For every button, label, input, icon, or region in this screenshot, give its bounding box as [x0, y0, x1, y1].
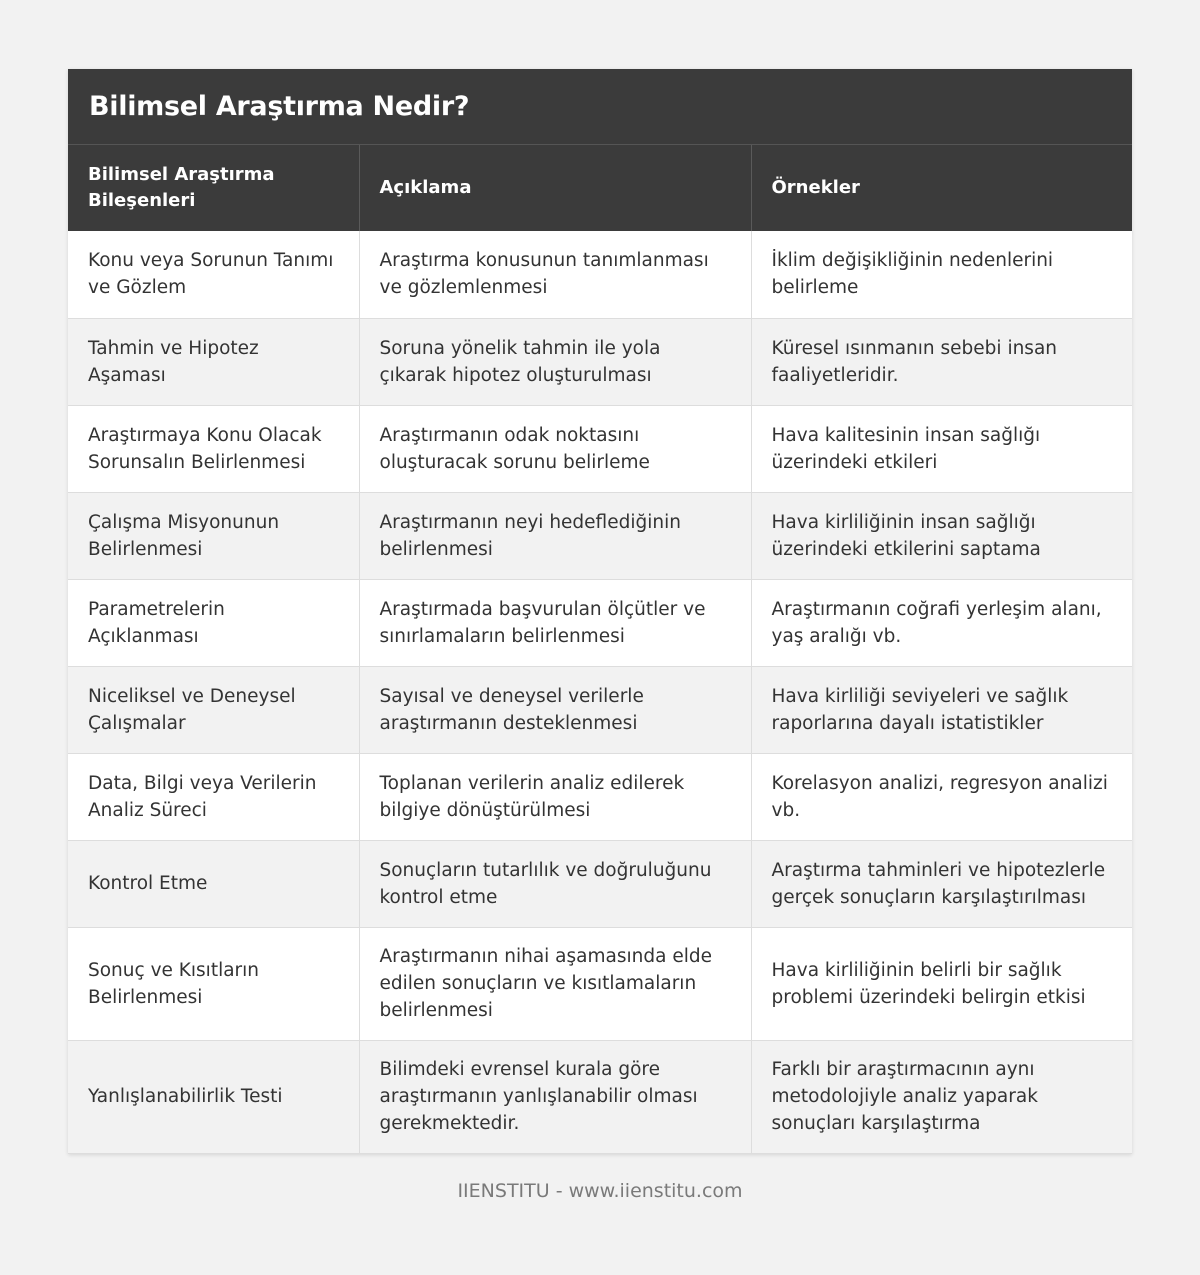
component-cell: Parametrelerin Açıklanması — [68, 579, 359, 666]
example-cell: Araştırmanın coğrafi yerleşim alanı, yaş aralığı vb. — [751, 579, 1132, 666]
component-cell: Araştırmaya Konu Olacak Sorunsalın Belirlenmesi — [68, 405, 359, 492]
example-cell: Araştırma tahminleri ve hipotezlerle gerçek sonuçların karşılaştırılması — [751, 840, 1132, 927]
column-header-examples: Örnekler — [751, 145, 1132, 231]
component-cell: Çalışma Misyonunun Belirlenmesi — [68, 492, 359, 579]
table-card — [68, 69, 1132, 1154]
table-row — [68, 1040, 1132, 1153]
example-cell: Korelasyon analizi, regresyon analizi vb. — [751, 753, 1132, 840]
component-cell: Sonuç ve Kısıtların Belirlenmesi — [68, 927, 359, 1040]
description-cell: Araştırmanın nihai aşamasında elde edilen sonuçların ve kısıtlamaların belirlenmesi — [359, 927, 751, 1040]
description-cell: Sayısal ve deneysel verilerle araştırmanın desteklenmesi — [359, 666, 751, 753]
component-cell: Yanlışlanabilirlik Testi — [68, 1040, 359, 1153]
table-title: Bilimsel Araştırma Nedir? — [89, 91, 470, 122]
description-cell: Bilimdeki evrensel kurala göre araştırmanın yanlışlanabilir olması gerekmektedir. — [359, 1040, 751, 1153]
example-cell: Farklı bir araştırmacının aynı metodolojiyle analiz yaparak sonuçları karşılaştırma — [751, 1040, 1132, 1153]
example-cell: Hava kalitesinin insan sağlığı üzerindeki etkileri — [751, 405, 1132, 492]
example-cell: Hava kirliliğinin belirli bir sağlık problemi üzerindeki belirgin etkisi — [751, 927, 1132, 1040]
header-row — [68, 145, 1132, 231]
example-cell: Küresel ısınmanın sebebi insan faaliyetleridir. — [751, 318, 1132, 405]
table-row — [68, 579, 1132, 666]
table-row — [68, 927, 1132, 1040]
table-row — [68, 318, 1132, 405]
column-header-components: Bilimsel Araştırma Bileşenleri — [68, 145, 359, 231]
description-cell: Soruna yönelik tahmin ile yola çıkarak hipotez oluşturulması — [359, 318, 751, 405]
example-cell: İklim değişikliğinin nedenlerini belirleme — [751, 231, 1132, 318]
title-bar — [68, 69, 1132, 145]
table-row — [68, 840, 1132, 927]
component-cell: Data, Bilgi veya Verilerin Analiz Süreci — [68, 753, 359, 840]
component-cell: Konu veya Sorunun Tanımı ve Gözlem — [68, 231, 359, 318]
description-cell: Sonuçların tutarlılık ve doğruluğunu kontrol etme — [359, 840, 751, 927]
description-cell: Araştırmanın neyi hedeflediğinin belirlenmesi — [359, 492, 751, 579]
column-header-description: Açıklama — [359, 145, 751, 231]
description-cell: Araştırma konusunun tanımlanması ve gözlemlenmesi — [359, 231, 751, 318]
example-cell: Hava kirliliği seviyeleri ve sağlık raporlarına dayalı istatistikler — [751, 666, 1132, 753]
description-cell: Araştırmada başvurulan ölçütler ve sınırlamaların belirlenmesi — [359, 579, 751, 666]
footer-credit: IIENSTITU - www.iienstitu.com — [457, 1180, 743, 1202]
component-cell: Tahmin ve Hipotez Aşaması — [68, 318, 359, 405]
table-row — [68, 231, 1132, 318]
data-table — [68, 145, 1132, 1154]
description-cell: Araştırmanın odak noktasını oluşturacak sorunu belirleme — [359, 405, 751, 492]
table-row — [68, 405, 1132, 492]
example-cell: Hava kirliliğinin insan sağlığı üzerindeki etkilerini saptama — [751, 492, 1132, 579]
table-row — [68, 753, 1132, 840]
component-cell: Niceliksel ve Deneysel Çalışmalar — [68, 666, 359, 753]
table-row — [68, 666, 1132, 753]
table-row — [68, 492, 1132, 579]
component-cell: Kontrol Etme — [68, 840, 359, 927]
description-cell: Toplanan verilerin analiz edilerek bilgiye dönüştürülmesi — [359, 753, 751, 840]
